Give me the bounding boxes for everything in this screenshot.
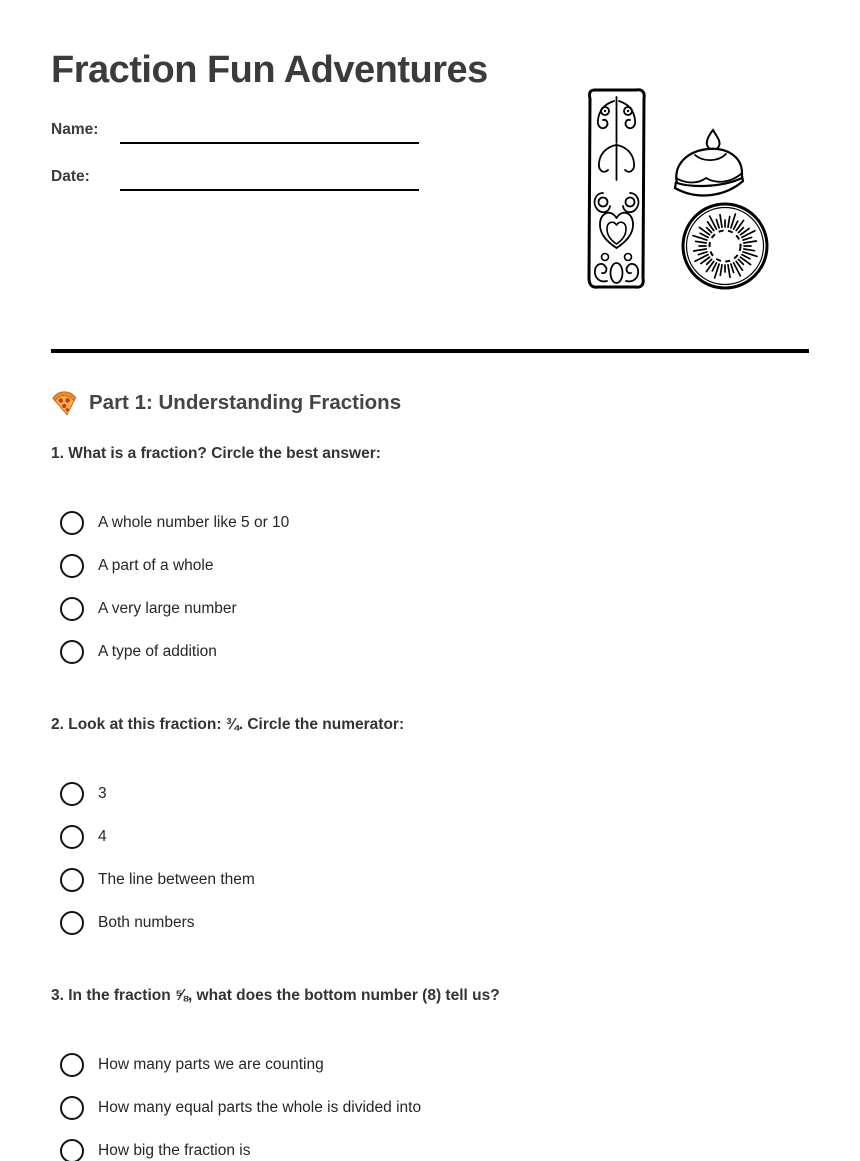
question-3-options [0, 1043, 860, 1161]
radio-button-icon[interactable] [60, 868, 84, 892]
question-2-prompt: 2. Look at this fraction: ¾. Circle the numerator: [51, 716, 405, 733]
name-label: Name: [51, 121, 99, 138]
radio-button-icon[interactable] [60, 782, 84, 806]
part-1-heading [51, 388, 860, 417]
question-2-option-4[interactable]: Both numbers [60, 901, 860, 944]
radio-button-icon[interactable] [60, 640, 84, 664]
date-input[interactable] [120, 165, 419, 191]
section-divider [51, 349, 809, 353]
question-1-option-1[interactable]: A whole number like 5 or 10 [60, 501, 860, 544]
question-1 [0, 445, 860, 673]
radio-button-icon[interactable] [60, 511, 84, 535]
question-3-option-3[interactable]: How big the fraction is [60, 1129, 860, 1161]
cream-cake-illustration [668, 126, 752, 204]
question-1-prompt: 1. What is a fraction? Circle the best answer: [51, 445, 381, 462]
radio-button-icon[interactable] [60, 597, 84, 621]
kiwi-slice-illustration [679, 201, 772, 292]
question-1-option-3[interactable]: A very large number [60, 587, 860, 630]
question-3-option-2[interactable]: How many equal parts the whole is divided into [60, 1086, 860, 1129]
radio-button-icon[interactable] [60, 911, 84, 935]
part-1-heading-label: Part 1: Understanding Fractions [89, 391, 402, 414]
question-2-option-3[interactable]: The line between them [60, 858, 860, 901]
question-2 [0, 716, 860, 944]
maori-carving-illustration [585, 85, 648, 292]
pizza-icon [51, 388, 78, 417]
question-2-option-2[interactable]: 4 [60, 815, 860, 858]
question-3-option-1[interactable]: How many parts we are counting [60, 1043, 860, 1086]
radio-button-icon[interactable] [60, 1139, 84, 1161]
question-1-option-2[interactable]: A part of a whole [60, 544, 860, 587]
date-label: Date: [51, 168, 90, 185]
radio-button-icon[interactable] [60, 1053, 84, 1077]
question-3-prompt: 3. In the fraction ⅝, what does the bottom number (8) tell us? [51, 987, 500, 1004]
worksheet-header [0, 0, 860, 349]
question-1-option-4[interactable]: A type of addition [60, 630, 860, 673]
question-2-options [0, 772, 860, 944]
name-input[interactable] [120, 118, 419, 144]
page-title: Fraction Fun Adventures [51, 49, 488, 91]
question-1-options [0, 501, 860, 673]
radio-button-icon[interactable] [60, 825, 84, 849]
question-3 [0, 987, 860, 1161]
name-field-row [51, 118, 419, 144]
part-1-section [0, 388, 860, 1161]
radio-button-icon[interactable] [60, 1096, 84, 1120]
radio-button-icon[interactable] [60, 554, 84, 578]
question-2-option-1[interactable]: 3 [60, 772, 860, 815]
date-field-row [51, 165, 419, 191]
